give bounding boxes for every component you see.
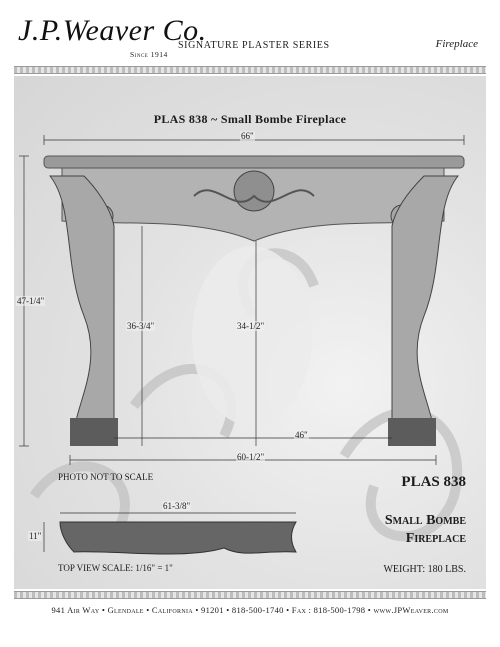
category-label: Fireplace: [435, 38, 478, 50]
mantel-shelf: [44, 156, 464, 168]
since-label: Since 1914: [130, 50, 168, 59]
product-photo: [14, 76, 486, 589]
dimension-opening-width: 46": [295, 430, 308, 440]
product-code: PLAS 838: [401, 474, 466, 490]
dimension-base-width: 60-1/2": [237, 452, 265, 462]
product-weight: WEIGHT: 180 LBS.: [383, 564, 466, 575]
left-plinth: [70, 418, 118, 446]
dimension-height-total: 47-1/4": [17, 296, 45, 306]
top-view-scale-note: TOP VIEW SCALE: 1/16" = 1": [58, 563, 173, 573]
right-plinth: [388, 418, 436, 446]
dimension-opening-height: 34-1/2": [237, 321, 265, 331]
top-view-plan: [60, 522, 296, 554]
dimension-width-top: 66": [241, 131, 254, 141]
dimension-opening-left-height: 36-3/4": [127, 321, 155, 331]
left-leg: [50, 176, 114, 436]
cartouche: [234, 171, 274, 211]
product-title: PLAS 838 ~ Small Bombe Fireplace: [153, 112, 347, 126]
decorative-border-bottom: [14, 591, 486, 599]
right-leg: [392, 176, 458, 436]
product-name-line-2: Fireplace: [405, 531, 466, 546]
decorative-border-top: [14, 66, 486, 74]
header: [0, 0, 500, 66]
company-logo: J.P.Weaver Co.: [18, 14, 207, 47]
dimension-top-view-width: 61-3/8": [163, 501, 191, 511]
photo-scale-note: PHOTO NOT TO SCALE: [58, 472, 154, 482]
series-title: SIGNATURE PLASTER SERIES: [178, 40, 330, 51]
contact-footer: 941 Air Way • Glendale • California • 91201 • 818-500-1740 • Fax : 818-500-1798 • www.JPWeaver.com: [51, 605, 449, 615]
dimension-top-view-depth: 11": [29, 531, 42, 541]
product-name-line-1: Small Bombe: [384, 513, 466, 528]
